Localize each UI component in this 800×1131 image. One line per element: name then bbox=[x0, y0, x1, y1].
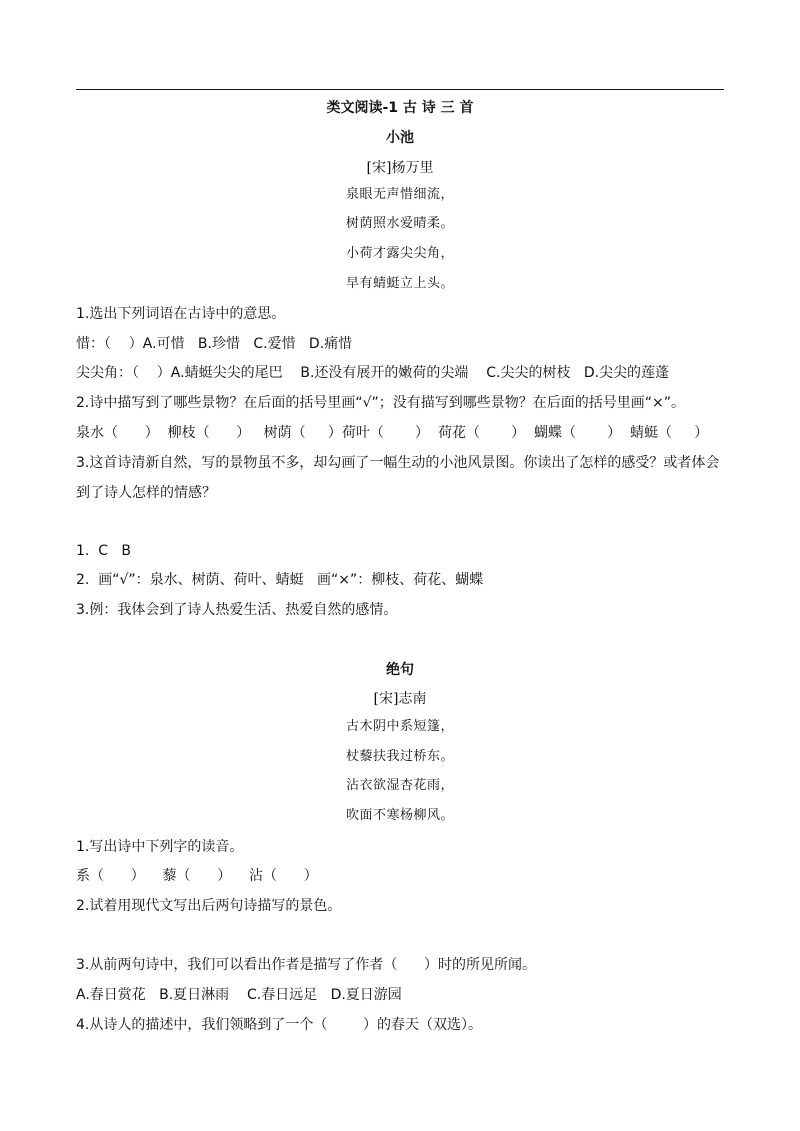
poem1-question-3-line1: 3.这首诗清新自然，写的景物虽不多，却勾画了一幅生动的小池风景图。你读出了怎样的感受？或者体会 bbox=[76, 455, 720, 471]
poem1-question-1a: 惜：（ ）A.可惜 B.珍惜 C.爱惜 D.痛惜 bbox=[76, 336, 353, 352]
poem1-answer-2: 2. 画“√”：泉水、树荫、荷叶、蜻蜓 画“×”：柳枝、荷花、蝴蝶 bbox=[76, 572, 484, 588]
poem2-question-2: 2.试着用现代文写出后两句诗描写的景色。 bbox=[76, 898, 342, 914]
poem2-question-3-options: A.春日赏花 B.夏日淋雨 C.春日远足 D.夏日游园 bbox=[76, 987, 402, 1003]
poem1-question-1: 1.选出下列词语在古诗中的意思。 bbox=[76, 306, 286, 322]
poem2-question-1-items: 系（ ） 藜（ ） 沾（ ） bbox=[76, 868, 318, 884]
poem2-author: [宋]志南 bbox=[373, 691, 427, 707]
poem1-answer-3: 3.例：我体会到了诗人热爱生活、热爱自然的感情。 bbox=[76, 602, 398, 618]
poem2-line-3: 沾衣欲湿杏花雨， bbox=[345, 778, 454, 793]
poem1-line-4: 早有蜻蜓立上头。 bbox=[345, 276, 454, 291]
poem1-question-1b: 尖尖角：（ ）A.蜻蜓尖尖的尾巴 B.还没有展开的嫩荷的尖端 C.尖尖的树枝 D.尖尖的莲蓬 bbox=[76, 365, 670, 381]
poem1-answer-1: 1. C B bbox=[76, 543, 131, 559]
header-rule bbox=[76, 89, 724, 90]
page-title: 类文阅读-1 古 诗 三 首 bbox=[326, 100, 474, 116]
poem2-line-1: 古木阴中系短篷， bbox=[345, 719, 454, 734]
poem2-line-2: 杖藜扶我过桥东。 bbox=[345, 749, 454, 764]
poem2-question-1: 1.写出诗中下列字的读音。 bbox=[76, 839, 244, 855]
poem2-title: 绝句 bbox=[386, 662, 414, 678]
poem1-line-3: 小荷才露尖尖角， bbox=[345, 246, 454, 261]
poem1-question-2: 2.诗中描写到了哪些景物？在后面的括号里画“√”；没有描写到哪些景物？在后面的括号里画“×”。 bbox=[76, 395, 686, 411]
poem1-question-2-items: 泉水（ ） 柳枝（ ） 树荫（ ）荷叶（ ） 荷花（ ） 蝴蝶（ ） 蜻蜓（ ） bbox=[76, 425, 709, 441]
poem1-author: [宋]杨万里 bbox=[366, 160, 434, 176]
poem2-question-4: 4.从诗人的描述中，我们领略到了一个（ ）的春天（双选）。 bbox=[76, 1017, 482, 1033]
poem2-line-4: 吹面不寒杨柳风。 bbox=[345, 808, 454, 823]
poem1-question-3-line2: 到了诗人怎样的情感？ bbox=[76, 485, 216, 501]
poem1-title: 小池 bbox=[386, 130, 414, 146]
poem1-line-2: 树荫照水爱晴柔。 bbox=[345, 216, 454, 231]
poem2-question-3: 3.从前两句诗中，我们可以看出作者是描写了作者（ ）时的所见所闻。 bbox=[76, 957, 537, 973]
poem1-line-1: 泉眼无声惜细流， bbox=[345, 187, 454, 202]
